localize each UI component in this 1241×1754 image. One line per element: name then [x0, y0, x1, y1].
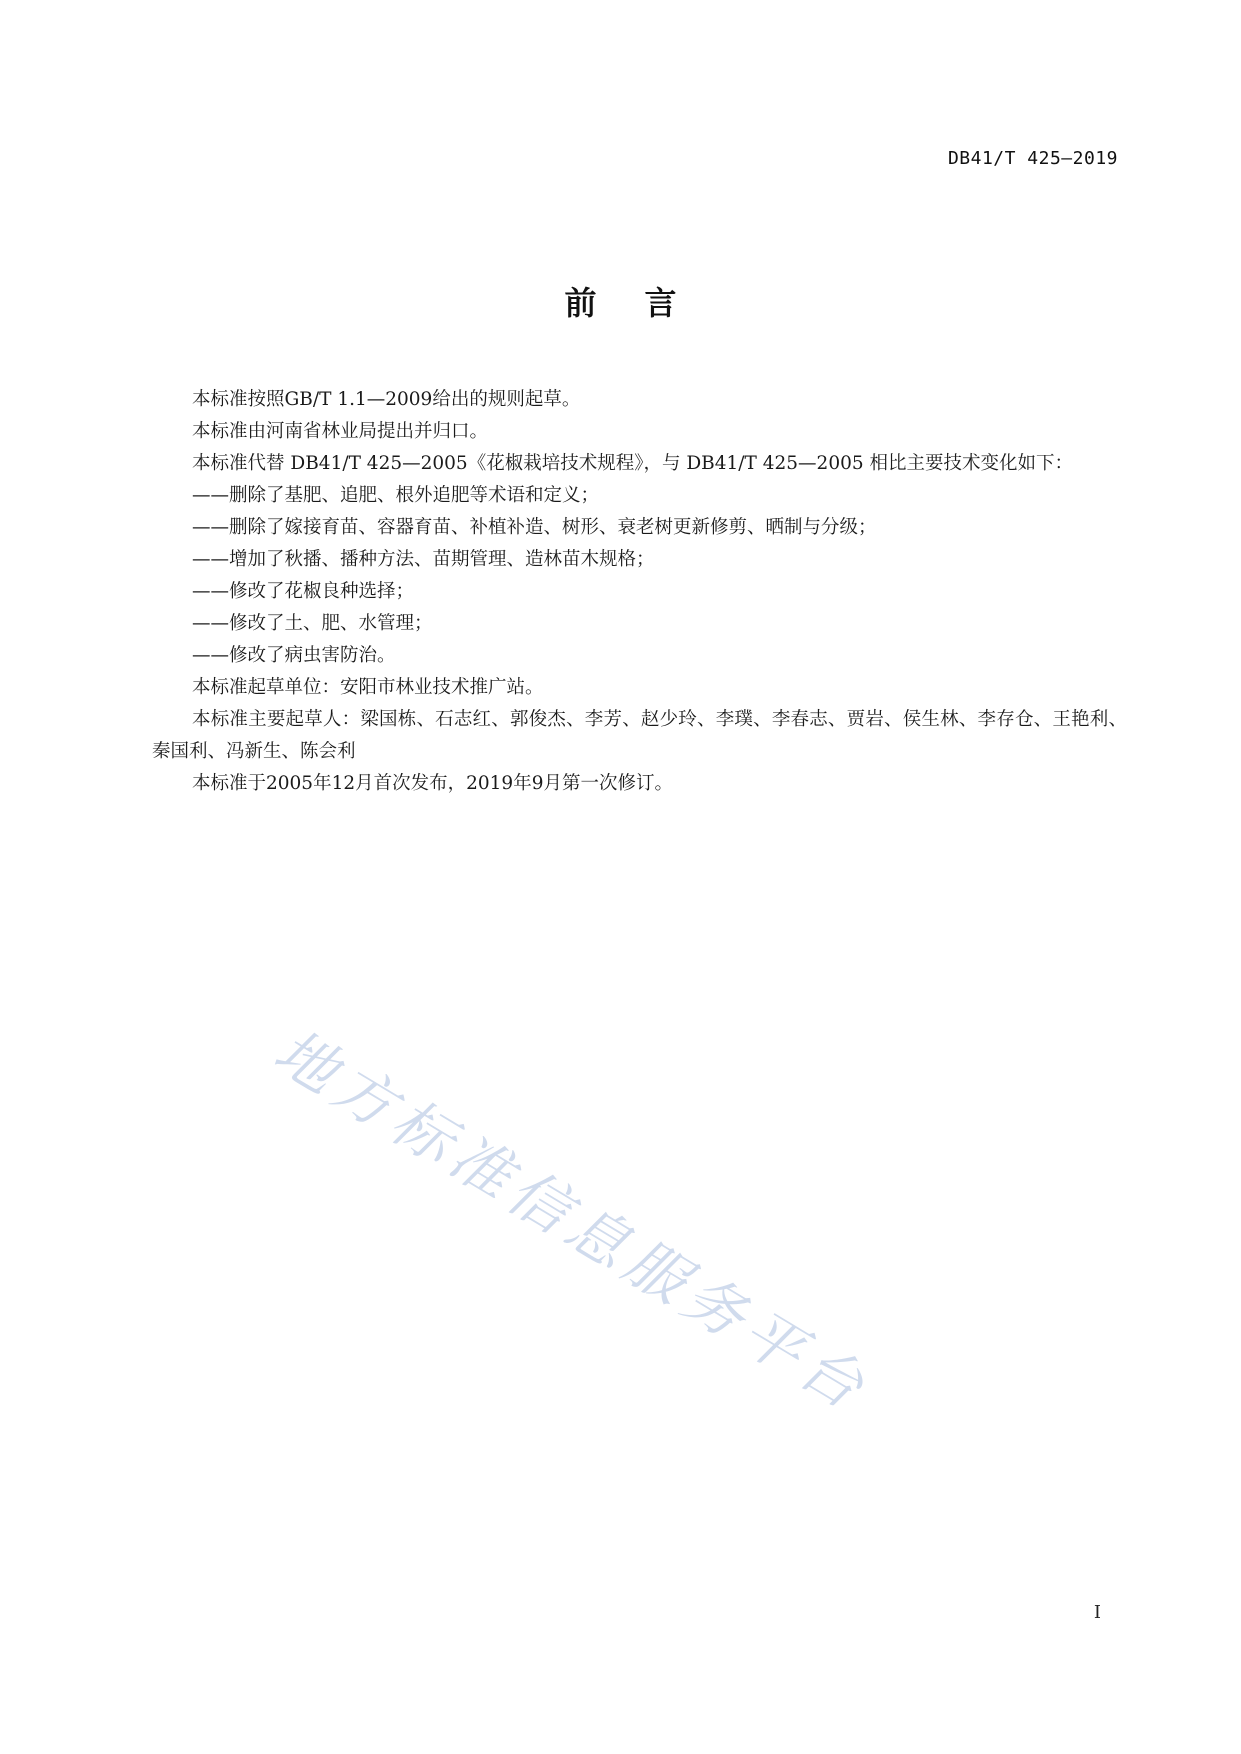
- list-item-change: ——修改了病虫害防治。: [192, 645, 396, 666]
- paragraph-publication-history: 本标准于2005年12月首次发布，2019年9月第一次修订。: [192, 773, 673, 794]
- list-item-change: ——修改了土、肥、水管理；: [192, 613, 433, 634]
- paragraph-replacement: 本标准代替 DB41/T 425—2005《花椒栽培技术规程》，与 DB41/T 425—2005 相比主要技术变化如下：: [192, 453, 1074, 474]
- paragraph-drafting-rules: 本标准按照GB/T 1.1—2009给出的规则起草。: [192, 389, 581, 410]
- paragraph-proposer: 本标准由河南省林业局提出并归口。: [192, 421, 489, 442]
- list-item-change: ——删除了嫁接育苗、容器育苗、补植补造、树形、衰老树更新修剪、晒制与分级；: [192, 517, 877, 538]
- paragraph-drafting-unit: 本标准起草单位：安阳市林业技术推广站。: [192, 677, 544, 698]
- page-number: I: [1093, 1602, 1101, 1623]
- document-code: DB41/T 425—2019: [947, 148, 1118, 169]
- paragraph-drafters: 本标准主要起草人：梁国栋、石志红、郭俊杰、李芳、赵少玲、李璞、李春志、贾岩、侯生林、李存仓、王艳利、秦国利、冯新生、陈会利: [152, 709, 1127, 762]
- list-item-change: ——删除了基肥、追肥、根外追肥等术语和定义；: [192, 485, 600, 506]
- list-item-change: ——修改了花椒良种选择；: [192, 581, 415, 602]
- list-item-change: ——增加了秋播、播种方法、苗期管理、造林苗木规格；: [192, 549, 655, 570]
- foreword-body: [152, 384, 1127, 800]
- watermark: 地方标准信息服务平台: [262, 1016, 882, 1427]
- page-title: 前言: [564, 284, 725, 322]
